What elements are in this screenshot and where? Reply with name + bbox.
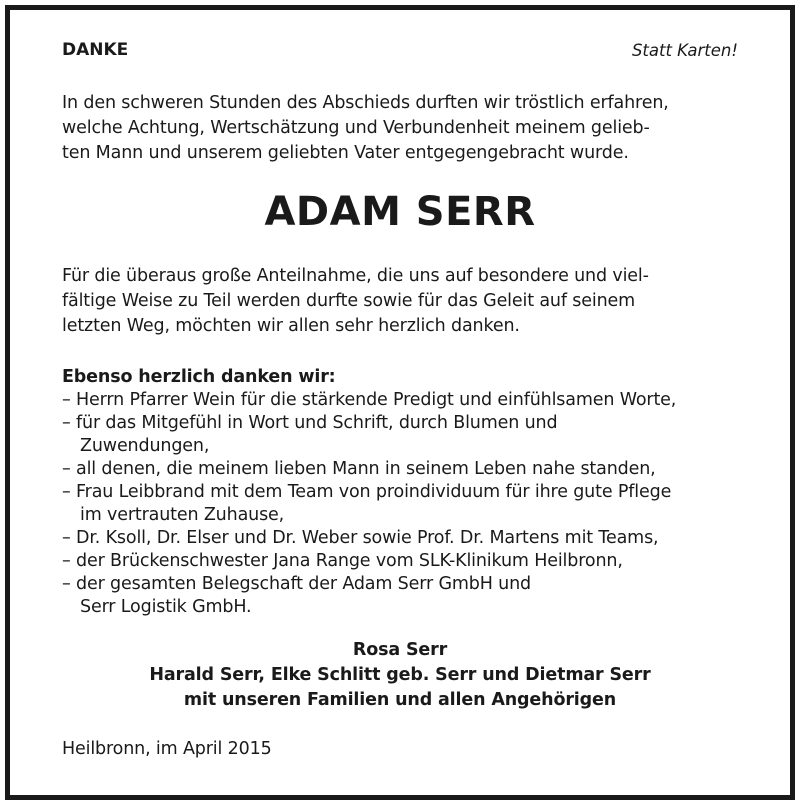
list-line: – all denen, die meinem lieben Mann in seinem Leben nahe standen, (62, 459, 656, 479)
intro-line: In den schweren Stunden des Abschieds durften wir tröstlich erfahren, (62, 93, 669, 113)
signature-line: mit unseren Familien und allen Angehörigen (183, 690, 617, 710)
list-line: – Herrn Pfarrer Wein für die stärkende Predigt und einfühlsamen Worte, (62, 390, 677, 410)
place-date: Heilbronn, im April 2015 (62, 739, 272, 759)
intro-line: ten Mann und unserem geliebten Vater entgegengebracht wurde. (62, 143, 629, 163)
notice-heading-danke: DANKE (62, 40, 129, 60)
signature-line: Rosa Serr (352, 640, 448, 660)
list-line: Zuwendungen, (80, 436, 210, 456)
list-line: – Dr. Ksoll, Dr. Elser und Dr. Weber sowie Prof. Dr. Martens mit Teams, (62, 528, 659, 548)
list-line: – der Brückenschwester Jana Range vom SLK-Klinikum Heilbronn, (62, 551, 623, 571)
list-line: – Frau Leibbrand mit dem Team von proindividuum für ihre gute Pflege (62, 482, 672, 502)
signature-line: Harald Serr, Elke Schlitt geb. Serr und Dietmar Serr (149, 665, 651, 685)
list-line: im vertrauten Zuhause, (80, 505, 285, 525)
list-line: – für das Mitgefühl in Wort und Schrift, durch Blumen und (62, 413, 558, 433)
list-line: Serr Logistik GmbH. (80, 597, 252, 617)
thanks-line: letzten Weg, möchten wir allen sehr herzlich danken. (62, 316, 520, 336)
intro-line: welche Achtung, Wertschätzung und Verbundenheit meinem gelieb- (62, 118, 650, 138)
thanks-line: Für die überaus große Anteilnahme, die uns auf besondere und viel- (62, 266, 649, 286)
deceased-name: ADAM SERR (264, 189, 536, 235)
thanks-line: fältige Weise zu Teil werden durfte sowie für das Geleit auf seinem (62, 291, 636, 311)
list-heading: Ebenso herzlich danken wir: (62, 367, 336, 387)
statt-karten-label: Statt Karten! (631, 41, 738, 60)
list-line: – der gesamten Belegschaft der Adam Serr GmbH und (62, 574, 531, 594)
